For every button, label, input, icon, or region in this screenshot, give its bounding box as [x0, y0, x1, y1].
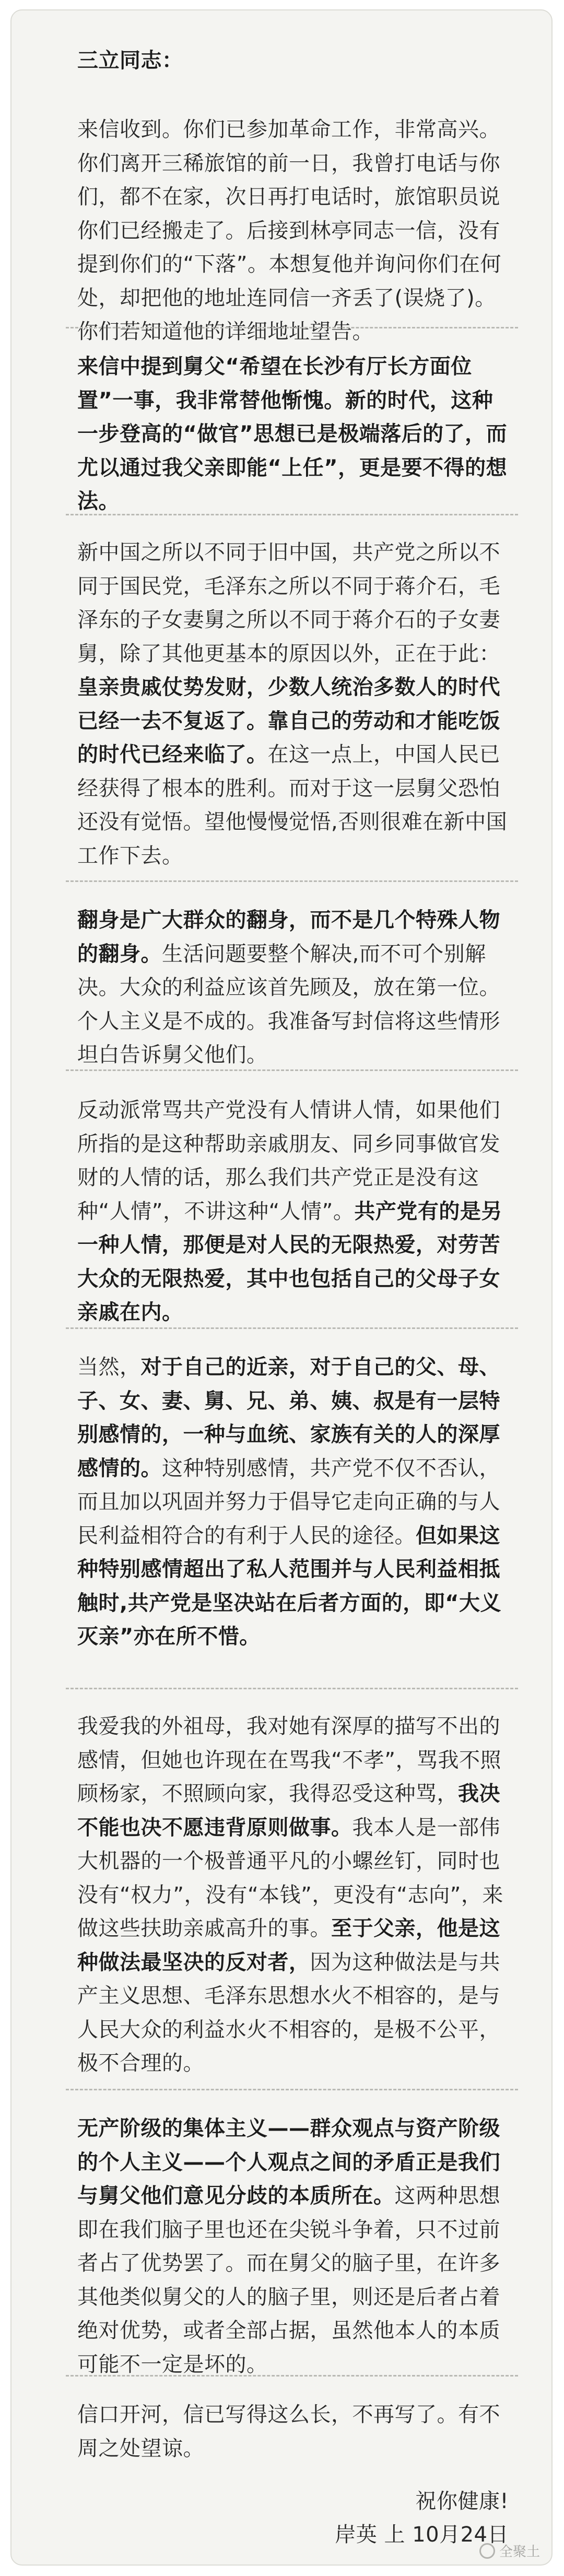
paragraph-7-emphasis-2: 至于父亲，他是这种做法最坚决的反对者， — [77, 1916, 500, 1974]
paragraph-8-text: 这两种思想即在我们脑子里也还在尖锐斗争着，只不过前者占了优势罢了。而在舅父的脑子里，在许多其他类似舅父的人的脑子里，则还是后者占着绝对优势，或者全部占据，虽然他本人的本质可能不一定是坏的。 — [77, 2184, 500, 2377]
paragraph-7-text-3: 因为这种做法是与共产主义思想、毛泽东思想水火不相容的，是与人民大众的利益水火不相容的，是极不公平，极不合理的。 — [77, 1950, 500, 2075]
paragraph-6-text-2: 这种特别感情，共产党不仅不否认，而且加以巩固并努力于倡导它走向正确的与人民利益相符合的有利于人民的途径。 — [77, 1456, 500, 1548]
separator — [66, 1688, 518, 1689]
paragraph-6-emphasis-2: 但如果这种特别感情超出了私人范围并与人民利益相抵触时,共产党是坚决站在后者方面的，即“大义灭亲”亦在所不惜。 — [77, 1523, 501, 1649]
separator — [66, 1327, 518, 1329]
separator — [66, 1069, 518, 1071]
paragraph-9: 信口开河，信已写得这么长，不再写了。有不周之处望谅。 — [77, 2403, 500, 2461]
separator — [66, 880, 518, 882]
closing: 祝你健康! — [415, 2489, 509, 2513]
paragraph-7-text-2: 我本人是一部伟大机器的一个极普通平凡的小螺丝钉，同时也没有“权力”，没有“本钱”，更没有“志向”，来做这些扶助亲戚高升的事。 — [77, 1815, 503, 1940]
paragraph-7 — [77, 1710, 509, 2080]
paragraph-8 — [77, 2112, 509, 2381]
paragraph-8-emphasis: 无产阶级的集体主义——群众观点与资产阶级的个人主义——个人观点之间的矛盾正是我们与舅父他们意见分歧的本质所在。 — [77, 2116, 500, 2208]
paragraph-3-text: 新中国之所以不同于旧中国，共产党之所以不同于国民党，毛泽东之所以不同于蒋介石，毛泽东的子女妻舅之所以不同于蒋介石的子女妻舅，除了其他更基本的原因以外，正在于此： — [77, 540, 500, 666]
watermark — [479, 2541, 540, 2560]
separator — [66, 327, 518, 328]
letter-card — [10, 9, 553, 2566]
paragraph-4-text: 生活问题要整个解决,而不可个别解决。大众的利益应该首先顾及，放在第一位。个人主义是不成的。我准备写封信将这些情形坦白告诉舅父他们。 — [77, 942, 500, 1067]
separator — [66, 514, 518, 515]
paragraph-5-text: 反动派常骂共产党没有人情讲人情，如果他们所指的是这种帮助亲戚朋友、同乡同事做官发财的人情的话，那么我们共产党正是没有这种“人情”，不讲这种“人情”。 — [77, 1098, 500, 1224]
paragraph-4 — [77, 903, 509, 1072]
watermark-text: 全聚土 — [499, 2544, 540, 2560]
paragraph-3-text-2: 在这一点上，中国人民已经获得了根本的胜利。而对于这一层舅父恐怕还没有觉悟。望他慢慢觉悟,否则很难在新中国工作下去。 — [77, 743, 508, 868]
paragraph-3 — [77, 536, 509, 873]
paragraph-5 — [77, 1093, 509, 1330]
paragraph-6 — [77, 1350, 509, 1654]
signature: 岸英 上 10月24日 — [335, 2523, 509, 2547]
paragraph-6-emphasis: 对于自己的近亲，对于自己的父、母、子、女、妻、舅、兄、弟、姨、叔是有一层特别感情的，一种与血统、家族有关的人的深厚感情的。 — [77, 1355, 500, 1480]
paragraph-6-text: 当然， — [77, 1355, 141, 1379]
paragraph-3-emphasis: 皇亲贵戚仗势发财，少数人统治多数人的时代已经一去不复返了。靠自己的劳动和才能吃饭的时代已经来临了。 — [77, 675, 500, 767]
paragraph-5-emphasis: 共产党有的是另一种人情，那便是对人民的无限热爱，对劳苦大众的无限热爱，其中也包括自己的父母子女亲戚在内。 — [77, 1199, 502, 1324]
separator — [66, 2089, 518, 2090]
paragraph-2 — [77, 350, 509, 519]
separator — [66, 2375, 518, 2377]
paragraph-7-text: 我爱我的外祖母，我对她有深厚的描写不出的感情，但她也许现在在骂我“不孝”，骂我不照顾杨家，不照顾向家，我得忍受这种骂， — [77, 1714, 501, 1806]
paragraph-4-emphasis: 翻身是广大群众的翻身，而不是几个特殊人物的翻身。 — [77, 908, 500, 966]
watermark-logo-icon — [479, 2543, 495, 2559]
paragraph-7-emphasis: 我决不能也决不愿违背原则做事。 — [77, 1782, 500, 1840]
paragraph-1: 来信收到。你们已参加革命工作，非常高兴。你们离开三稀旅馆的前一日，我曾打电话与你们，都不在家，次日再打电话时，旅馆职员说你们已经搬走了。后接到林亭同志一信，没有提到你们的“下落”。本想复他并询问你们在何处，却把他的地址连同信一齐丢了(误烧了)。你们若知道他的详细地址望告。 — [77, 117, 501, 344]
paragraph-2-text: 来信中提到舅父“希望在长沙有厅长方面位置”一事，我非常替他惭愧。新的时代，这种一步登高的“做官”思想已是极端落后的了，而尤以通过我父亲即能“上任”，更是要不得的想法。 — [77, 355, 508, 513]
salutation: 三立同志： — [77, 49, 183, 73]
